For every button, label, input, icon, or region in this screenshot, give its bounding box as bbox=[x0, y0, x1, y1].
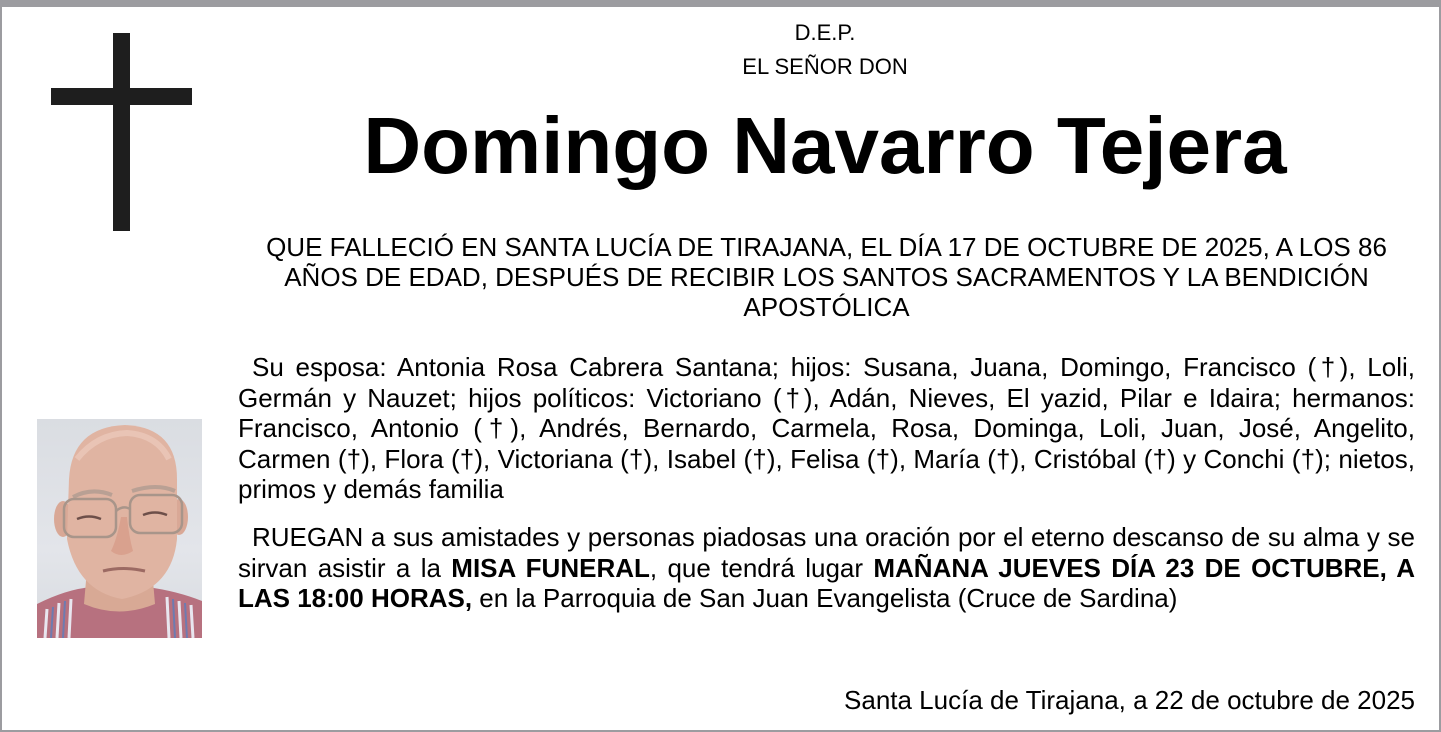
dep-heading: D.E.P. bbox=[794, 20, 856, 45]
misa-funeral-label: MISA FUNERAL bbox=[451, 552, 650, 583]
portrait-illustration bbox=[37, 419, 202, 638]
ruegan-text-2: , que tendrá lugar bbox=[649, 552, 874, 583]
place-date-signature: Santa Lucía de Tirajana, a 22 de octubre de 2025 bbox=[844, 685, 1415, 715]
death-announcement: QUE FALLECIÓ EN SANTA LUCÍA DE TIRAJANA, EL DÍA 17 DE OCTUBRE DE 2025, A LOS 86 AÑOS DE EDAD, DESPUÉS DE RECIBIR LOS SANTOS SACRAMENTOS Y LA BENDICIÓN APOSTÓLICA bbox=[266, 232, 1387, 322]
cross-vertical-bar bbox=[113, 33, 130, 231]
funeral-mass-paragraph bbox=[238, 522, 1415, 614]
deceased-name: Domingo Navarro Tejera bbox=[363, 101, 1287, 190]
ruegan-text-1: RUEGAN a sus amistades y personas piadosas una oración por el eterno descanso de su alma y se sirvan asistir a la bbox=[238, 522, 1415, 583]
cross-horizontal-bar bbox=[51, 88, 192, 105]
portrait-photo bbox=[37, 419, 202, 638]
mass-datetime: MAÑANA JUEVES DÍA 23 DE OCTUBRE, A LAS 18:00 HORAS, bbox=[238, 552, 1415, 613]
ruegan-text-3: en la Parroquia de San Juan Evangelista (Cruce de Sardina) bbox=[472, 583, 1178, 613]
title-prefix: EL SEÑOR DON bbox=[742, 54, 908, 79]
family-list: Su esposa: Antonia Rosa Cabrera Santana; hijos: Susana, Juana, Domingo, Francisco (†), Loli, Germán y Nauzet; hijos políticos: Victoriano (†), Adán, Nieves, El yazid, Pilar e Idaira; hermanos: Francisco, Antonio (†), Andrés, Bernardo, Carmela, Rosa, Dominga, Loli, Juan, José, Angelito, Carmen (†), Flora (†), Victoriana (†), Isabel (†), Felisa (†), María (†), Cristóbal (†) y Conchi (†); nietos, primos y demás familia bbox=[238, 352, 1415, 504]
